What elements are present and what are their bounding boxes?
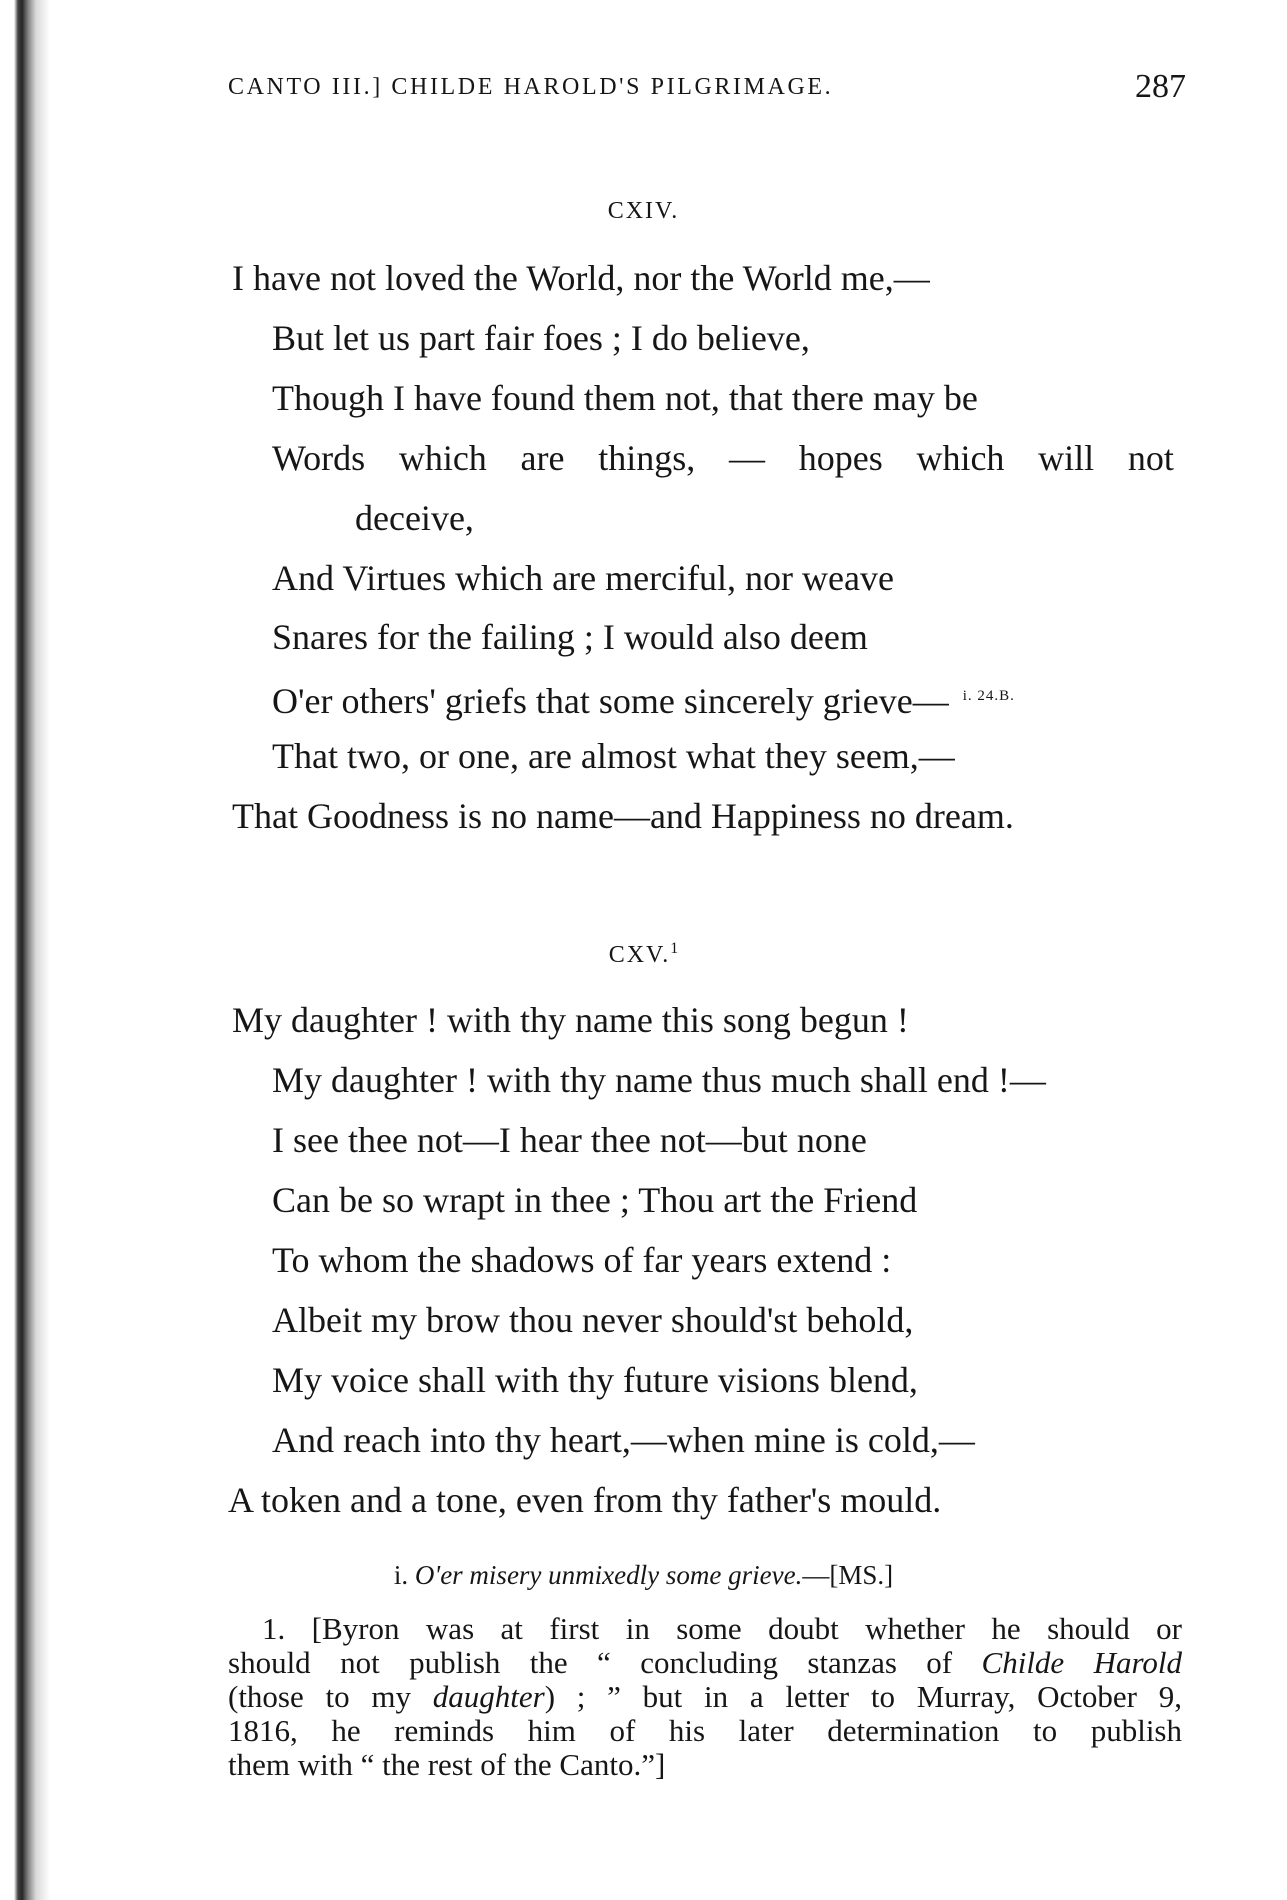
- verse-word: things,: [598, 438, 696, 478]
- verse-word: hopes: [798, 438, 883, 478]
- footnote-text: [Byron was at first in some doubt whether he should or: [311, 1611, 1182, 1646]
- verse-line: Can be so wrapt in thee ; Thou art the Friend: [272, 1180, 918, 1220]
- footnote-text: should not publish the “ concluding stanzas of: [228, 1645, 953, 1680]
- verse-line-justified: [272, 438, 1174, 478]
- stanza-number: [0, 940, 1287, 969]
- stanza-number-text: CXV.: [608, 942, 671, 968]
- stanza-number: [0, 198, 1287, 225]
- verse-line: Though I have found them not, that there may be: [272, 378, 978, 418]
- footnote: [228, 1612, 1182, 1782]
- emphasis: daughter: [432, 1679, 545, 1714]
- variant-text: O'er misery unmixedly some grieve.: [414, 1560, 803, 1590]
- verse-word: Words: [272, 438, 366, 478]
- verse-word: will: [1038, 438, 1095, 478]
- verse-word: are: [520, 438, 565, 478]
- verse-line: [272, 676, 1015, 721]
- work-title: Childe Harold: [981, 1645, 1183, 1680]
- footnote-text: ) ; ” but in a letter to Murray, October 9,: [544, 1679, 1182, 1714]
- verse-line: My daughter ! with thy name this song begun !: [232, 1000, 909, 1040]
- verse-line: And Virtues which are merciful, nor weave: [272, 558, 894, 598]
- verse-line: A token and a tone, even from thy father's mould.: [228, 1480, 942, 1520]
- verse-line: My voice shall with thy future visions blend,: [272, 1360, 918, 1400]
- verse-line-continuation: deceive,: [355, 498, 474, 538]
- footnote-line: [228, 1612, 1182, 1646]
- footnote-line: [228, 1646, 1182, 1680]
- marginal-variant-ref: i. 24.B.: [962, 688, 1015, 704]
- verse-line: And reach into thy heart,—when mine is cold,—: [272, 1420, 975, 1460]
- running-head: [228, 68, 1186, 114]
- footnote-line: them with “ the rest of the Canto.”]: [228, 1747, 666, 1782]
- verse-line: Snares for the failing ; I would also deem: [272, 617, 868, 657]
- stanza-number-text: CXIV.: [607, 198, 680, 224]
- verse-word: —: [728, 438, 765, 478]
- verse-word: which: [398, 438, 487, 478]
- verse-line: I have not loved the World, nor the World me,—: [232, 258, 930, 298]
- verse-line-text: O'er others' griefs that some sincerely grieve—: [272, 681, 949, 721]
- footnote-marker: 1: [670, 940, 679, 957]
- verse-word: not: [1127, 438, 1174, 478]
- verse-line: My daughter ! with thy name thus much shall end !—: [272, 1060, 1046, 1100]
- variant-source: —[MS.]: [802, 1560, 894, 1590]
- page-number: 287: [1135, 68, 1186, 105]
- footnote-line: 1816, he reminds him of his later determination to publish: [228, 1713, 1182, 1748]
- verse-line: That two, or one, are almost what they seem,—: [272, 736, 955, 776]
- verse-line: To whom the shadows of far years extend :: [272, 1240, 892, 1280]
- verse-line: That Goodness is no name—and Happiness no dream.: [232, 796, 1014, 836]
- variant-marker: i.: [393, 1560, 409, 1590]
- verse-word: which: [916, 438, 1005, 478]
- running-title: CANTO III.] CHILDE HAROLD'S PILGRIMAGE.: [228, 74, 834, 100]
- variant-reading: [0, 1560, 1287, 1591]
- verse-line: I see thee not—I hear thee not—but none: [272, 1120, 867, 1160]
- footnote-marker: 1.: [262, 1611, 286, 1646]
- verse-line: But let us part fair foes ; I do believe,: [272, 318, 810, 358]
- verse-line: Albeit my brow thou never should'st behold,: [272, 1300, 914, 1340]
- footnote-line: [228, 1680, 1182, 1714]
- footnote-text: (those to my: [228, 1679, 411, 1714]
